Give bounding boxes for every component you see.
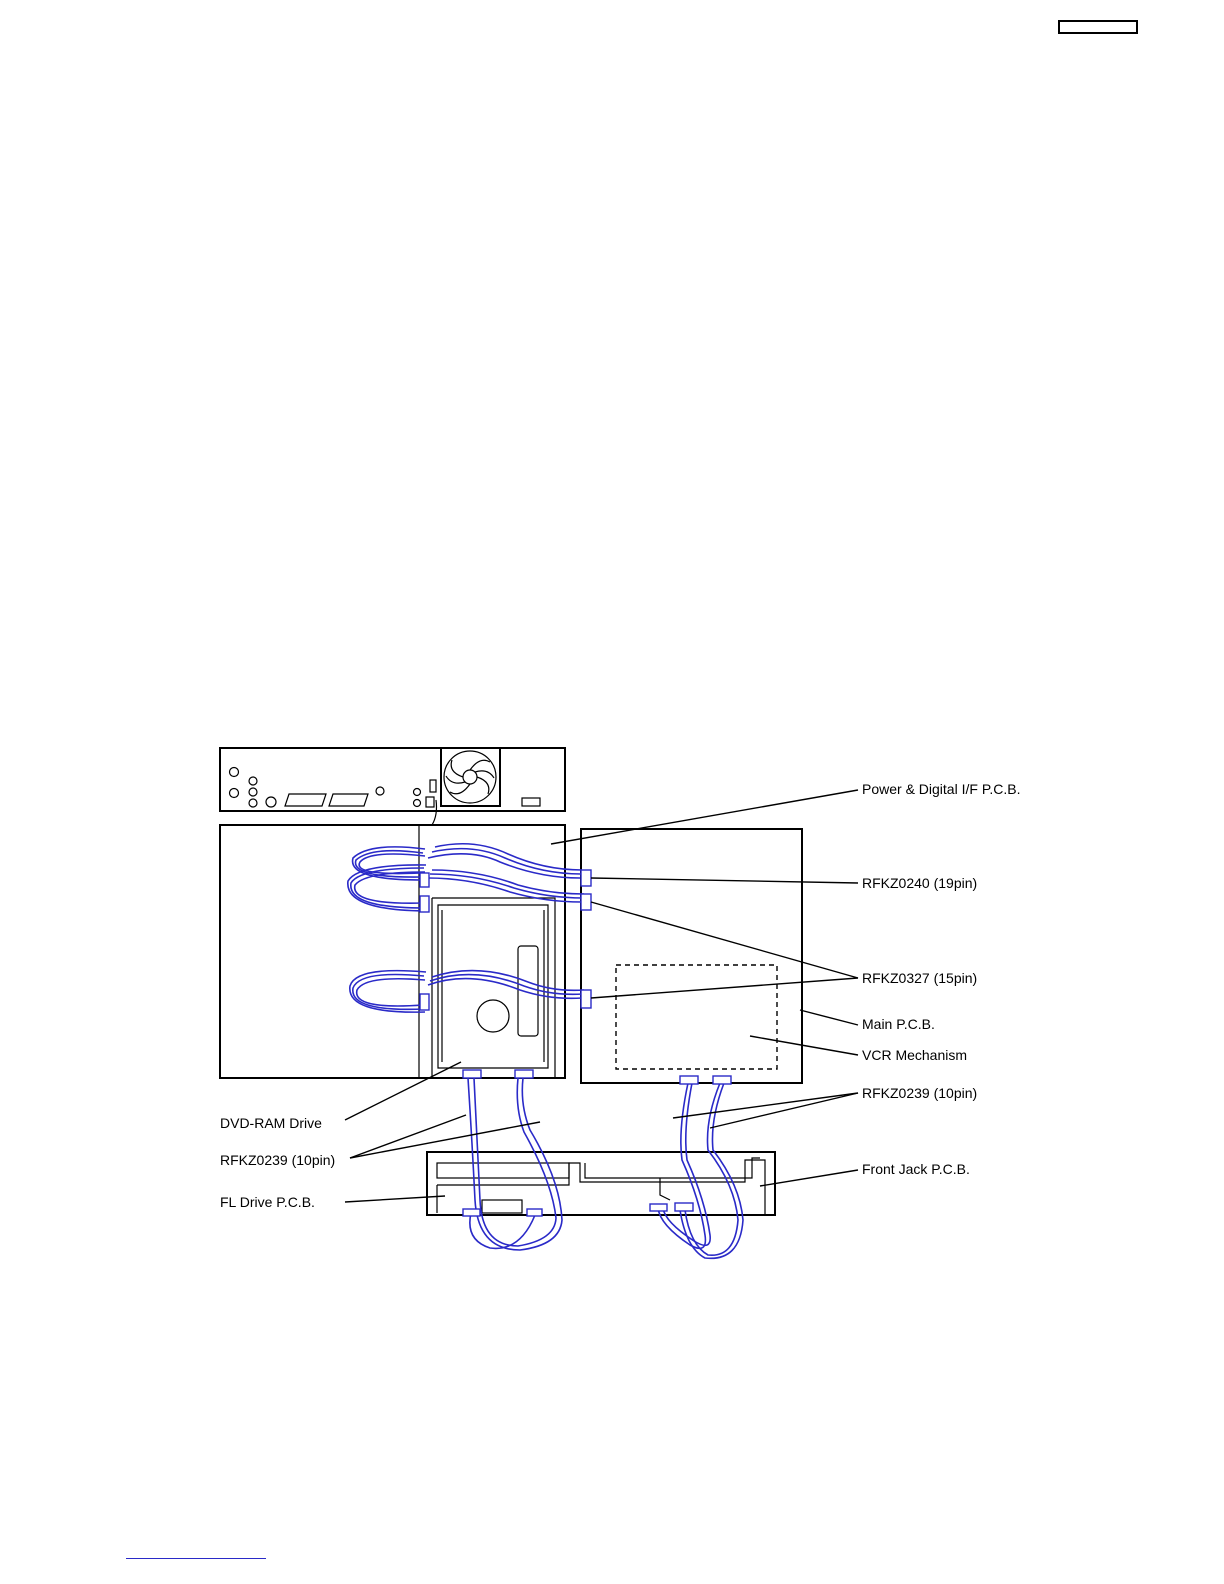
label-front-jack-pcb: Front Jack P.C.B. (862, 1161, 970, 1177)
label-rfkz0327: RFKZ0327 (15pin) (862, 970, 978, 986)
fan-icon (441, 748, 500, 806)
label-rfkz0239-left: RFKZ0239 (10pin) (220, 1152, 336, 1168)
label-fl-drive-pcb: FL Drive P.C.B. (220, 1194, 315, 1210)
footer-link-underline[interactable] (126, 1558, 266, 1559)
left-chassis (220, 825, 565, 1078)
rear-panel (220, 748, 565, 811)
label-rfkz0239-right: RFKZ0239 (10pin) (862, 1085, 978, 1101)
main-pcb-block (581, 829, 802, 1083)
label-vcr-mechanism: VCR Mechanism (862, 1047, 968, 1063)
label-power-pcb: Power & Digital I/F P.C.B. (862, 781, 1021, 797)
label-rfkz0240: RFKZ0240 (19pin) (862, 875, 978, 891)
label-dvd-ram-drive: DVD-RAM Drive (220, 1115, 322, 1131)
label-main-pcb: Main P.C.B. (862, 1016, 935, 1032)
